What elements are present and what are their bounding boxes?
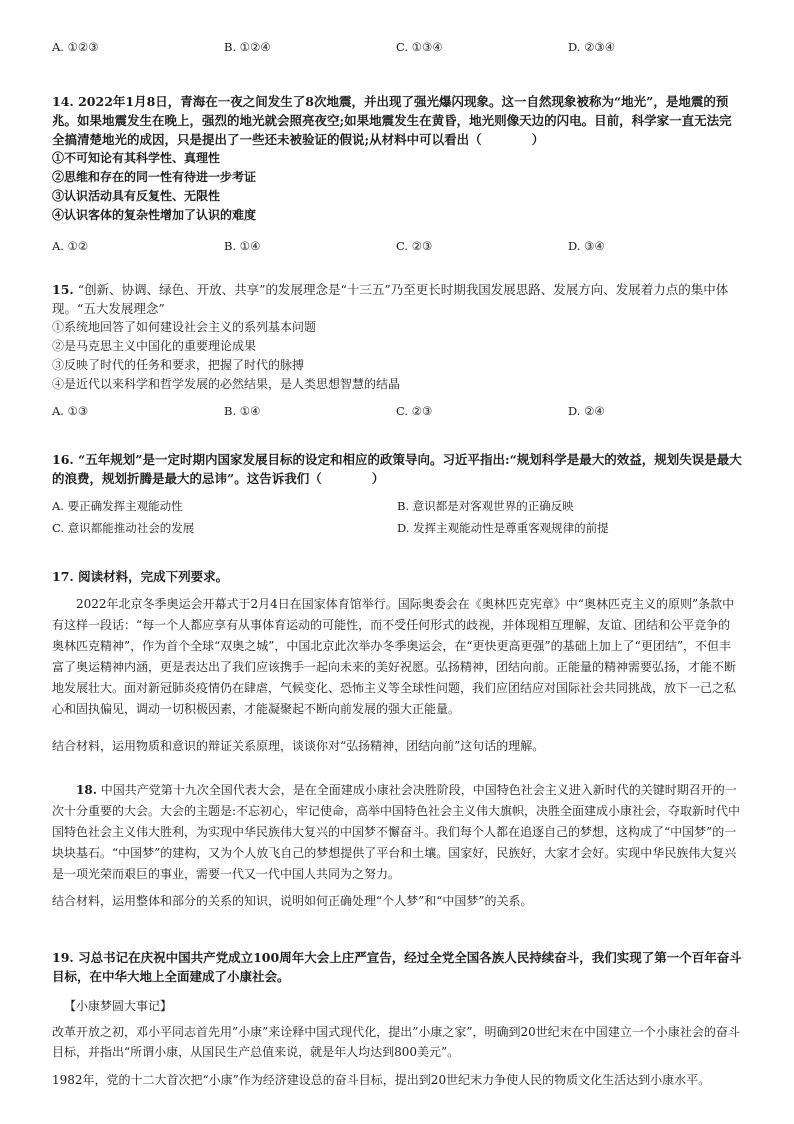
q15-number: 15. <box>52 282 74 297</box>
q16-option-d[interactable]: D. 发挥主观能动性是尊重客观规律的前提 <box>397 521 609 535</box>
q14-text: 2022年1月8日，青海在一夜之间发生了8次地震，并出现了强光爆闪现象。这一自然现象被称为“地光”，是地震的预兆。如果地震发生在晚上，强烈的地光就会照亮夜空;如果地震发生在黄昏，地光则像天边的闪电。目前，科学家一直无法完全搞清楚地光的成因，只是提出了一些还未被验证的假说;从材料中可以看出（ ） <box>52 94 732 147</box>
q15-text: “创新、协调、绿色、开放、共享”的发展理念是“十三五”乃至更长时期我国发展思路、发展方向、发展着力点的集中体现。“五大发展理念” <box>52 282 729 316</box>
q18-number: 18. <box>76 783 97 797</box>
q19-number: 19. <box>52 950 74 965</box>
q13-option-c[interactable]: C. ①③④ <box>396 40 443 54</box>
q15-item-3: ③反映了时代的任务和要求，把握了时代的脉搏 <box>52 358 305 372</box>
q14-item-1: ①不可知论有其科学性、真理性 <box>52 151 221 165</box>
q17-title-text: 阅读材料，完成下列要求。 <box>78 569 229 584</box>
q16-options <box>52 498 742 536</box>
q15-item-1: ①系统地回答了如何建设社会主义的系列基本问题 <box>52 320 317 334</box>
q18-requirement: 结合材料，运用整体和部分的关系的知识，说明如何正确处理“个人梦”和“中国梦”的关系。 <box>52 894 533 908</box>
q15-item-2: ②是马克思主义中国化的重要理论成果 <box>52 339 257 353</box>
q13-option-d[interactable]: D. ②③④ <box>568 40 616 54</box>
q14-item-4: ④认识客体的复杂性增加了认识的难度 <box>52 208 257 222</box>
q14-options <box>52 239 742 253</box>
question-14 <box>52 92 742 253</box>
q14-item-3: ③认识活动具有反复性、无限性 <box>52 189 221 203</box>
q15-option-c[interactable]: C. ②③ <box>396 404 433 418</box>
question-18 <box>52 780 742 911</box>
q16-text: “五年规划”是一定时期内国家发展目标的设定和相应的政策导向。习近平指出:“规划科学是最大的效益，规划失误是最大的浪费，规划折腾是最大的忌讳”。这告诉我们（ ） <box>52 452 742 486</box>
q16-option-c[interactable]: C. 意识都能推动社会的发展 <box>52 521 195 535</box>
q19-stem <box>52 948 742 986</box>
q17-material: 2022年北京冬季奥运会开幕式于2月4日在国家体育馆举行。国际奥委会在《奥林匹克宪章》中“奥林匹克主义的原则”条款中有这样一段话：“每一个人都应享有从事体育运动的可能性，而不受任何形式的歧视，并体现相互理解，友谊、团结和公平竞争的奥林匹克精神”，作为首个全球“双奥之城”，中国北京此次举办冬季奥运会，在“更快更高更强”的基础上加上了“更团结”，不但丰富了奥运精神内涵，更是表达出了我们应该携手一起向未来的美好祝愿。弘扬精神，团结向前。正能量的精神需要弘扬，才能不断地发展壮大。面对新冠肺炎疫情仍在肆虐，气候变化、恐怖主义等全球性问题，我们应团结应对国际社会共同挑战，放下一己之私心和固执偏见，调动一切积极因素，才能凝聚起不断向前发展的强大正能量。 <box>52 597 737 716</box>
q15-stem <box>52 280 742 318</box>
q14-item-2: ②思维和存在的同一性有待进一步考证 <box>52 170 257 184</box>
q15-option-a[interactable]: A. ①③ <box>52 404 89 418</box>
q13-option-a[interactable]: A. ①②③ <box>52 40 99 54</box>
q19-paragraph-1: 改革开放之初，邓小平同志首先用”小康”来诠释中国式现代化，提出”小康之家”，明确到20世纪末在中国建立一个小康社会的奋斗目标，并指出“所谓小康，从国民生产总值来说，就是年人均达到800美元”。 <box>52 1025 740 1059</box>
q14-option-d[interactable]: D. ③④ <box>568 239 605 253</box>
q15-option-b[interactable]: B. ①④ <box>224 404 261 418</box>
question-16 <box>52 450 742 536</box>
q17-number: 17. <box>52 569 74 584</box>
q14-option-b[interactable]: B. ①④ <box>224 239 261 253</box>
q14-number: 14. <box>52 94 74 109</box>
q16-option-a[interactable]: A. 要正确发挥主观能动性 <box>52 499 183 513</box>
q14-stem <box>52 92 742 149</box>
q13-option-b[interactable]: B. ①②④ <box>224 40 271 54</box>
q17-title <box>52 567 742 586</box>
q19-paragraph-2: 1982年，党的十二大首次把“小康”作为经济建设总的奋斗目标，提出到20世纪末力争使人民的物质文化生活达到小康水平。 <box>52 1073 711 1087</box>
question-17 <box>52 567 742 756</box>
question-19 <box>52 948 742 1090</box>
q13-options <box>52 40 742 54</box>
q16-stem <box>52 450 742 488</box>
q18-material <box>52 780 742 885</box>
q16-number: 16. <box>52 452 74 467</box>
q14-option-a[interactable]: A. ①② <box>52 239 89 253</box>
question-15 <box>52 280 742 418</box>
q16-option-b[interactable]: B. 意识都是对客观世界的正确反映 <box>397 499 574 513</box>
q19-stem-text: 习总书记在庆祝中国共产党成立100周年大会上庄严宣告，经过全党全国各族人民持续奋斗，我们实现了第一个百年奋斗目标，在中华大地上全面建成了小康社会。 <box>52 950 742 984</box>
q17-requirement: 结合材料，运用物质和意识的辩证关系原理，谈谈你对“弘扬精神，团结向前”这句话的理解。 <box>52 739 545 753</box>
q15-item-4: ④是近代以来科学和哲学发展的必然结果，是人类思想智慧的结晶 <box>52 377 401 391</box>
q15-options <box>52 404 742 418</box>
q15-option-d[interactable]: D. ②④ <box>568 404 605 418</box>
q18-material-text: 中国共产党第十九次全国代表大会，是在全面建成小康社会决胜阶段，中国特色社会主义进入新时代的关键时期召开的一次十分重要的大会。大会的主题是:不忘初心，牢记使命，高举中国特色社会主义伟大旗帜，决胜全面建成小康社会，夺取新时代中国特色社会主义伟大胜利，为实现中华民族伟大复兴的中国梦不懈奋斗。我们每个人都在追逐自己的梦想，这构成了“中国梦”的一块块基石。“中国梦”的建构，又为个人放飞自己的梦想提供了平台和土壤。国家好，民族好，大家才会好。实现中华民族伟大复兴是一项光荣而艰巨的事业，需要一代又一代中国人共同为之努力。 <box>52 783 741 881</box>
q14-option-c[interactable]: C. ②③ <box>396 239 433 253</box>
q19-subtitle: 【小康梦圆大事记】 <box>64 999 173 1013</box>
